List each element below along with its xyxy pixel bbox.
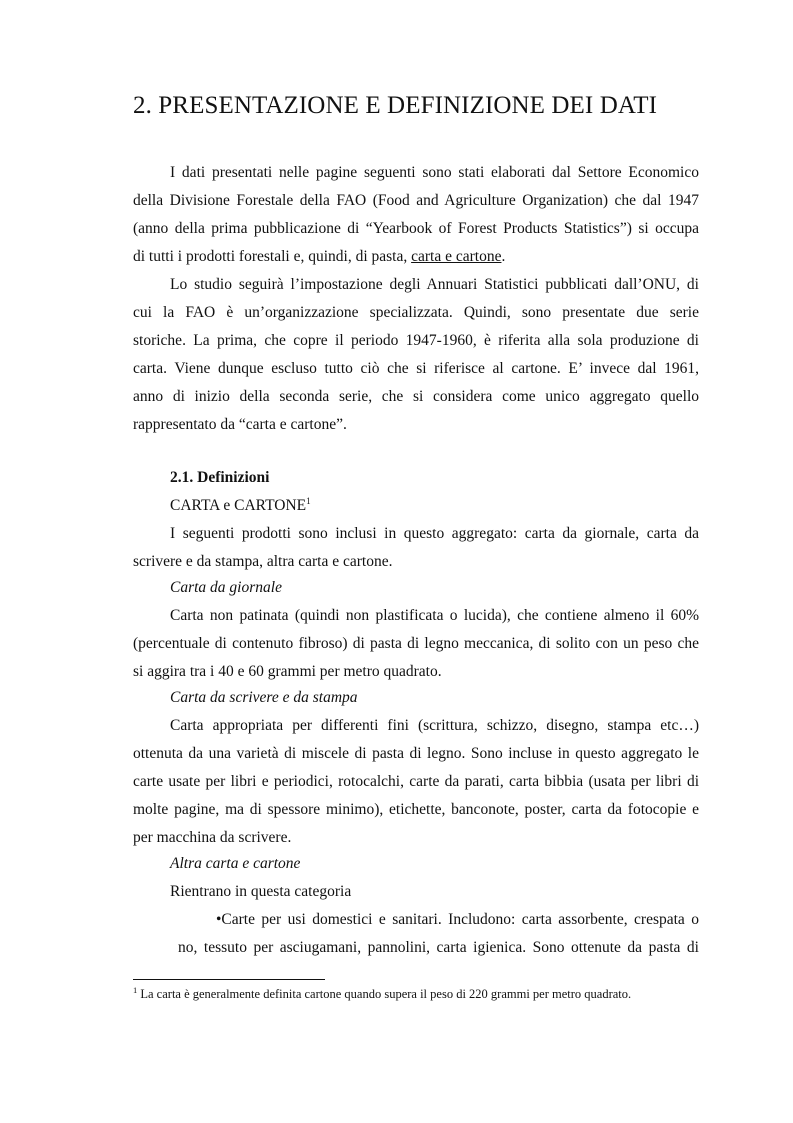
paragraph-line: (anno della prima pubblicazione di “Yearbook of Forest Products Statistics”) si occupa (133, 220, 699, 237)
paragraph-text: di tutti i prodotti forestali e, quindi, di pasta, (133, 248, 412, 265)
paragraph-line: cui la FAO è un’organizzazione specializzata. Quindi, sono presentate due serie (133, 304, 699, 321)
page-title: 2. PRESENTAZIONE E DEFINIZIONE DEI DATI (133, 92, 658, 119)
subsection-heading-text: CARTA e CARTONE (170, 497, 307, 514)
paragraph-line: Carta non patinata (quindi non plastificata o lucida), che contiene almeno il 60% (170, 607, 699, 624)
paragraph-line: (percentuale di contenuto fibroso) di pasta di legno meccanica, di solito con un peso che (133, 635, 699, 652)
paragraph-line: ottenuta da una varietà di miscele di pasta di legno. Sono incluse in questo aggregato le (133, 745, 699, 762)
paragraph-line: Lo studio seguirà l’impostazione degli Annuari Statistici pubblicati dall’ONU, di (170, 276, 699, 293)
paragraph-line: per macchina da scrivere. (133, 829, 292, 846)
paragraph-line: si aggira tra i 40 e 60 grammi per metro quadrato. (133, 663, 442, 680)
paragraph-line: della Divisione Forestale della FAO (Food and Agriculture Organization) che dal 1947 (133, 192, 699, 209)
paragraph-line: rappresentato da “carta e cartone”. (133, 416, 347, 433)
paragraph-line: carta. Viene dunque escluso tutto ciò che si riferisce al cartone. E’ invece dal 1961, (133, 360, 699, 377)
paragraph-line (133, 247, 699, 267)
paragraph-line: anno di inizio della seconda serie, che si considera come unico aggregato quello (133, 388, 699, 405)
footnote (133, 984, 632, 1002)
paragraph-line: scrivere e da stampa, altra carta e cartone. (133, 553, 393, 570)
bullet-item-continuation: no, tessuto per asciugamani, pannolini, carta igienica. Sono ottenute da pasta di (178, 939, 699, 956)
paragraph-line: I seguenti prodotti sono inclusi in questo aggregato: carta da giornale, carta da (170, 525, 699, 542)
definition-title: Carta da scrivere e da stampa (170, 689, 358, 706)
section-heading: 2.1. Definizioni (170, 469, 270, 486)
paragraph-line: Carta appropriata per differenti fini (scrittura, schizzo, disegno, stampa etc…) (170, 717, 699, 734)
footnote-text: La carta è generalmente definita cartone quando supera il peso di 220 grammi per metro quadrato. (137, 987, 632, 1001)
paragraph-line: I dati presentati nelle pagine seguenti sono stati elaborati dal Settore Economico (170, 164, 699, 181)
paragraph-text: . (501, 248, 506, 265)
paragraph-line: storiche. La prima, che copre il periodo 1947-1960, è riferita alla sola produzione di (133, 332, 699, 349)
paragraph-line: Rientrano in questa categoria (170, 883, 352, 900)
paragraph-line: carte usate per libri e periodici, rotocalchi, carte da parati, carta bibbia (usata per libri di (133, 773, 699, 790)
bullet-item: •Carte per usi domestici e sanitari. Includono: carta assorbente, crespata o (216, 911, 699, 928)
definition-title: Altra carta e cartone (170, 855, 301, 872)
footnote-number: 1 (133, 984, 138, 995)
footnote-separator (133, 979, 325, 980)
subsection-heading (170, 496, 699, 516)
footnote-ref[interactable]: 1 (306, 495, 311, 506)
paragraph-line: molte pagine, ma di spessore minimo), etichette, banconote, poster, carta da fotocopie e (133, 801, 699, 818)
definition-title: Carta da giornale (170, 579, 282, 596)
carta-cartone-link[interactable]: carta e cartone (411, 248, 502, 265)
